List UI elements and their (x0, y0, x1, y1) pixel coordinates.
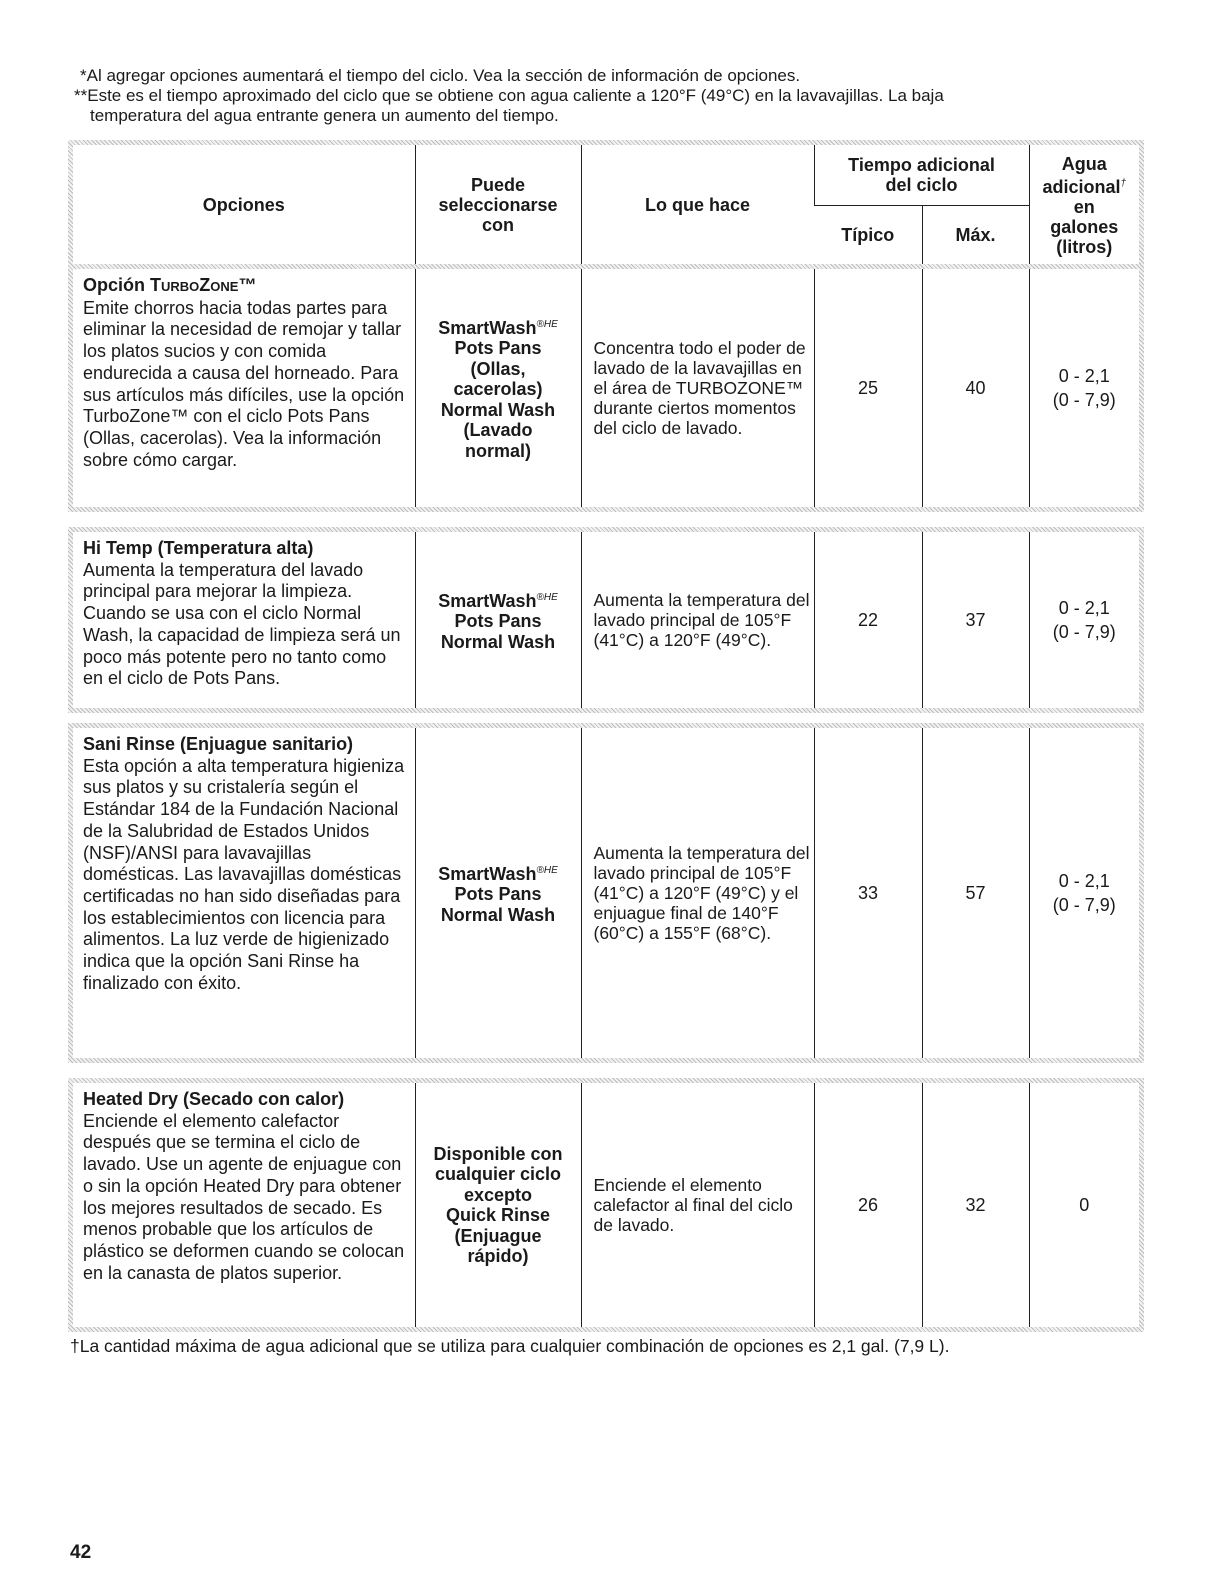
table-row (68, 723, 1144, 1063)
table-header (68, 140, 1144, 270)
extra-water: 0 - 2,1 (0 - 7,9) (1029, 269, 1139, 507)
extra-water: 0 (1029, 1083, 1139, 1327)
note-water-temp: **Este es el tiempo aproximado del ciclo que se obtiene con agua caliente a 120°F (49°C) en la lavavajillas. La baja temperatura del agua entrante genera un aumento del tiempo. (74, 86, 944, 125)
select-with-cell: SmartWash$^{®HE}$ Pots Pans Normal Wash (415, 728, 581, 1058)
option-cell (73, 1083, 415, 1327)
header-extra-water: Agua adicional† en galones (litros) (1029, 145, 1139, 265)
max-time: 40 (922, 269, 1029, 507)
extra-water: 0 - 2,1 (0 - 7,9) (1029, 728, 1139, 1058)
notes (74, 66, 1154, 126)
option-title: Opción TURBOZONE™ (83, 275, 257, 295)
max-time: 32 (922, 1083, 1029, 1327)
option-title: Sani Rinse (Enjuague sanitario) (83, 734, 354, 754)
typical-time: 26 (814, 1083, 922, 1327)
option-cell (73, 269, 415, 507)
header-typical: Típico (814, 205, 922, 265)
table-row (68, 527, 1144, 713)
option-title: Heated Dry (Secado con calor) (83, 1089, 345, 1109)
option-title: Hi Temp (Temperatura alta) (83, 538, 314, 558)
table-row (68, 264, 1144, 512)
typical-time: 33 (814, 728, 922, 1058)
what-it-does-cell: Aumenta la temperatura del lavado principal de 105°F (41°C) a 120°F (49°C) y el enjuague final de 140°F (60°C) a 155°F (68°C). (581, 728, 814, 1058)
header-select-with: Puede seleccionarse con (415, 145, 581, 265)
option-cell (73, 532, 415, 708)
select-with-cell: SmartWash$^{®HE}$ Pots Pans Normal Wash (415, 532, 581, 708)
footnote: †La cantidad máxima de agua adicional que se utiliza para cualquier combinación de opciones es 2,1 gal. (7,9 L). (70, 1336, 950, 1356)
option-description: Emite chorros hacia todas partes para eliminar la necesidad de remojar y tallar los platos sucios y con comida endurecida a causa del horneado. Para sus artículos más difíciles, use la opción TurboZone™ con el ciclo Pots Pans (Ollas, cacerolas). Vea la información sobre cómo cargar. (83, 297, 405, 470)
header-max: Máx. (922, 205, 1029, 265)
header-options: Opciones (202, 195, 285, 215)
select-with-cell: Disponible con cualquier ciclo excepto Quick Rinse (Enjuague rápido) (415, 1083, 581, 1327)
page-number: 42 (70, 1542, 92, 1563)
note-cycle-time: *Al agregar opciones aumentará el tiempo del ciclo. Vea la sección de información de opciones. (80, 66, 801, 85)
header-extra-time: Tiempo adicional del ciclo (814, 145, 1029, 205)
max-time: 57 (922, 728, 1029, 1058)
option-cell (73, 728, 415, 1058)
select-with-cell: SmartWash$^{®HE}$ Pots Pans (Ollas, cacerolas) Normal Wash (Lavado normal) (415, 269, 581, 507)
what-it-does-cell: Concentra todo el poder de lavado de la lavavajillas en el área de TURBOZONE™ durante ciertos momentos del ciclo de lavado. (581, 269, 814, 507)
option-description: Enciende el elemento calefactor después que se termina el ciclo de lavado. Use un agente de enjuague con o sin la opción Heated Dry para obtener los mejores resultados de secado. Es menos probable que los artículos de plástico se deformen cuando se colocan en la canasta de platos superior. (83, 1110, 405, 1283)
max-time: 37 (922, 532, 1029, 708)
table-row (68, 1078, 1144, 1332)
option-description: Esta opción a alta temperatura higieniza sus platos y su cristalería según el Estándar 184 de la Fundación Nacional de la Salubridad de Estados Unidos (NSF)/ANSI para lavavajillas domésticas. Las lavavajillas domésticas certificadas no han sido diseñadas para los establecimientos con licencia para alimentos. La luz verde de higienizado indica que la opción Sani Rinse ha finalizado con éxito. (83, 755, 405, 993)
typical-time: 25 (814, 269, 922, 507)
extra-water: 0 - 2,1 (0 - 7,9) (1029, 532, 1139, 708)
option-description: Aumenta la temperatura del lavado principal para mejorar la limpieza. Cuando se usa con el ciclo Normal Wash, la capacidad de limpieza será un poco más potente pero no tanto como en el ciclo de Pots Pans. (83, 559, 401, 689)
what-it-does-cell: Aumenta la temperatura del lavado principal de 105°F (41°C) a 120°F (49°C). (581, 532, 814, 708)
typical-time: 22 (814, 532, 922, 708)
header-what-it-does: Lo que hace (581, 145, 814, 265)
what-it-does-cell: Enciende el elemento calefactor al final del ciclo de lavado. (581, 1083, 814, 1327)
